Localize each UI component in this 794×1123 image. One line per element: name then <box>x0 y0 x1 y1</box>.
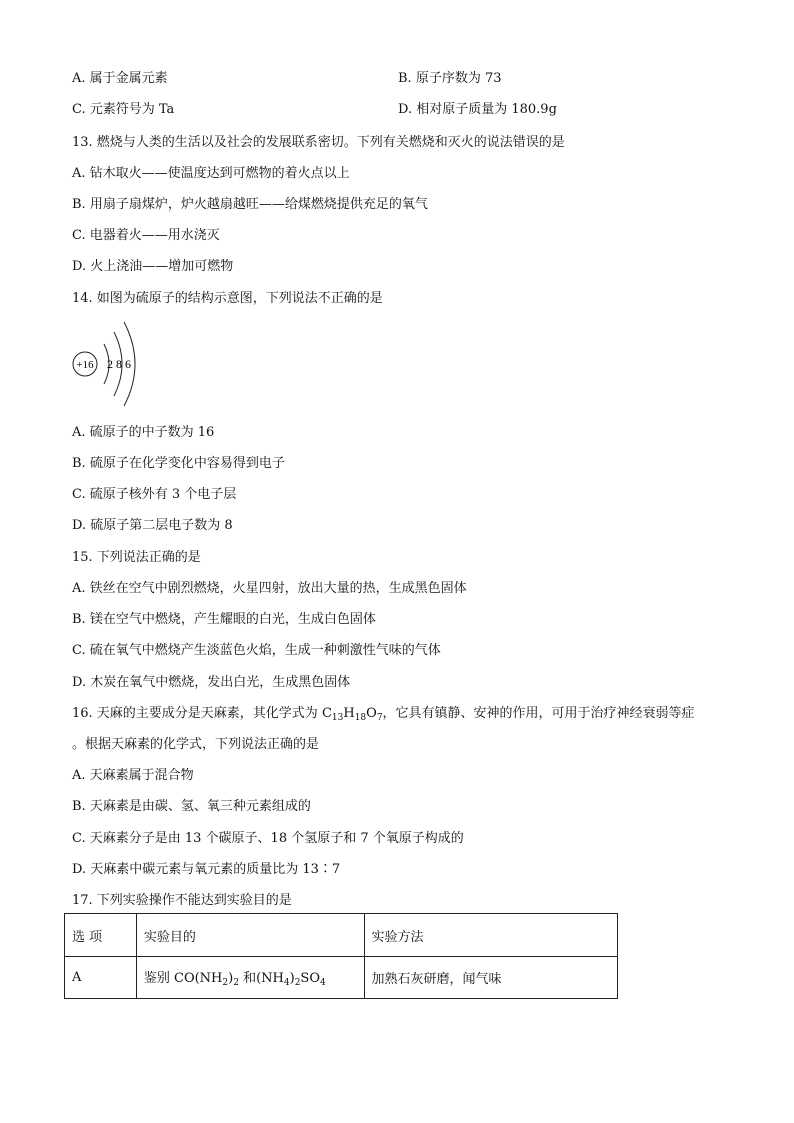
header-purpose: 实验目的 <box>136 914 364 957</box>
q14-option-d: D. 硫原子第二层电子数为 8 <box>72 518 233 533</box>
q15-option-b: B. 镁在空气中燃烧，产生耀眼的白光，生成白色固体 <box>72 612 376 627</box>
header-method: 实验方法 <box>364 914 617 957</box>
q13-option-d: D. 火上浇油——增加可燃物 <box>72 259 234 274</box>
q16-option-c: C. 天麻素分子是由 13 个碳原子、18 个氢原子和 7 个氧原子构成的 <box>72 831 464 846</box>
q14-option-b: B. 硫原子在化学变化中容易得到电子 <box>72 456 285 471</box>
q12-option-a: A. 属于金属元素 <box>72 71 168 86</box>
row-option-label: A <box>65 957 137 999</box>
table-row <box>65 957 618 999</box>
q12-option-d: D. 相对原子质量为 180.9g <box>398 102 557 117</box>
q13-option-a: A. 钻木取火——使温度达到可燃物的着火点以上 <box>72 166 350 181</box>
q14-stem: 14. 如图为硫原子的结构示意图，下列说法不正确的是 <box>72 291 383 306</box>
q13-option-c: C. 电器着火——用水浇灭 <box>72 228 220 243</box>
sulfur-atom-structure-diagram <box>70 314 160 414</box>
q15-option-a: A. 铁丝在空气中剧烈燃烧，火星四射，放出大量的热，生成黑色固体 <box>72 581 467 596</box>
row-purpose: 鉴别 $CO(NH_2)_2$ 和$(NH_4)_2SO_4$ <box>136 957 364 999</box>
q12-option-b: B. 原子序数为 73 <box>398 71 502 86</box>
q16-option-b: B. 天麻素是由碳、氢、氧三种元素组成的 <box>72 799 311 814</box>
q12-option-c: C. 元素符号为 Ta <box>72 102 175 117</box>
nucleus-charge-label: +16 <box>76 359 94 371</box>
q14-option-c: C. 硫原子核外有 3 个电子层 <box>72 487 237 502</box>
table-header-row <box>65 914 618 957</box>
q17-experiment-table <box>64 913 618 999</box>
q16-stem: 16. 天麻的主要成分是天麻素，其化学式为 $C_{13}H_{18}O_7$，它具有镇静、安神的作用，可用于治疗神经衰弱等症 <box>72 706 695 723</box>
q17-stem: 17. 下列实验操作不能达到实验目的是 <box>72 893 292 908</box>
q14-option-a: A. 硫原子的中子数为 16 <box>72 425 215 440</box>
shell-electron-counts: 2 8 6 <box>107 357 131 371</box>
row-method: 加熟石灰研磨，闻气味 <box>364 957 617 999</box>
q16-option-d: D. 天麻素中碳元素与氧元素的质量比为 13∶7 <box>72 862 341 877</box>
q15-option-c: C. 硫在氧气中燃烧产生淡蓝色火焰，生成一种刺激性气味的气体 <box>72 643 441 658</box>
q16-stem-line-2: 。根据天麻素的化学式，下列说法正确的是 <box>72 737 320 752</box>
header-option: 选 项 <box>65 914 137 957</box>
q16-option-a: A. 天麻素属于混合物 <box>72 768 194 783</box>
q15-stem: 15. 下列说法正确的是 <box>72 550 201 565</box>
q13-stem: 13. 燃烧与人类的生活以及社会的发展联系密切。下列有关燃烧和灭火的说法错误的是 <box>72 135 565 150</box>
q13-option-b: B. 用扇子扇煤炉，炉火越扇越旺——给煤燃烧提供充足的氧气 <box>72 197 428 212</box>
q15-option-d: D. 木炭在氧气中燃烧，发出白光，生成黑色固体 <box>72 675 351 690</box>
